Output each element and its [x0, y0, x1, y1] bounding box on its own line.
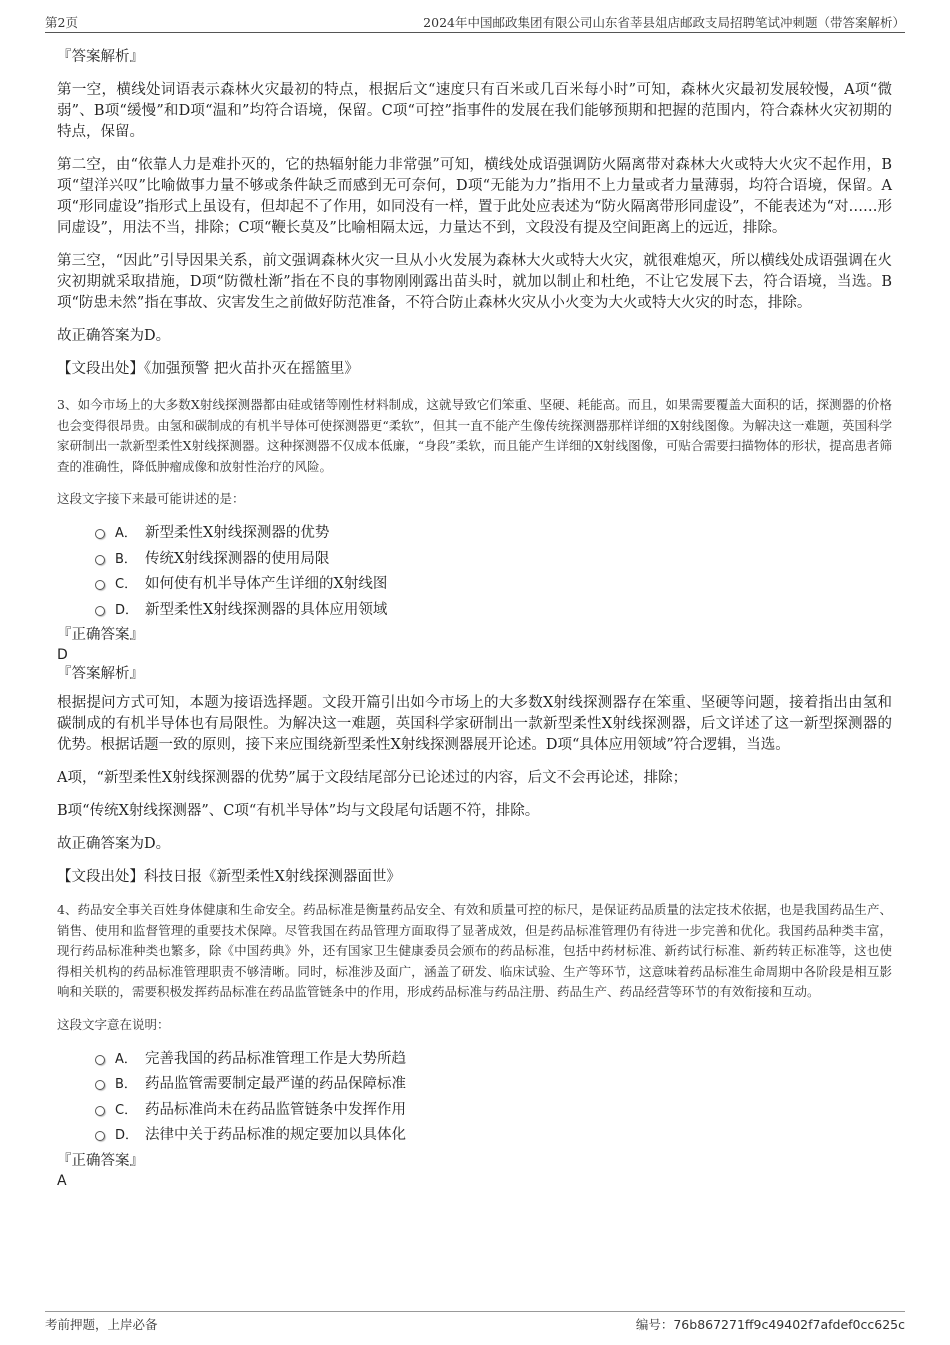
question-4 [57, 900, 892, 1190]
source-citation: 【文段出处】科技日报《新型柔性X射线探测器面世》 [57, 869, 401, 885]
option-letter: B． [115, 1077, 137, 1092]
document-title: 2024年中国邮政集团有限公司山东省莘县俎店邮政支局招聘笔试冲刺题（带答案解析） [423, 15, 905, 30]
analysis-paragraph: 第三空，“因此”引导因果关系，前文强调森林火灾一旦从小火发展为森林大火或特大火灾，就很难熄灭，所以横线处成语强调在火灾初期就采取措施，D项“防微杜渐”指在不良的事物刚刚露出苗头时，就加以制止和杜绝，不让它发展下去，符合语境，当选。B项“防患未然”指在事故、灾害发生之前做好防范准备，不符合防止森林火灾从小火变为大火或特大火灾的时态，排除。 [57, 253, 892, 311]
option-c[interactable] [95, 572, 892, 598]
option-letter: D． [115, 1128, 139, 1143]
document-body [57, 47, 892, 1190]
analysis-label: 『答案解析』 [57, 666, 144, 682]
final-answer: 故正确答案为D。 [57, 328, 171, 344]
radio-icon[interactable] [95, 1055, 105, 1065]
radio-icon[interactable] [95, 606, 105, 616]
question-3 [57, 395, 892, 888]
question-prompt: 这段文字意在说明： [57, 1016, 170, 1032]
page-header [45, 10, 905, 33]
option-a[interactable] [95, 521, 892, 547]
correct-answer-label: 『正确答案』 [57, 627, 144, 643]
option-b[interactable] [95, 1072, 892, 1098]
correct-answer: A [57, 1172, 67, 1189]
analysis-paragraph: 第二空，由“依靠人力是难扑灭的，它的热辐射能力非常强”可知，横线处成语强调防火隔离带对森林大火或特大火灾不起作用，B项“望洋兴叹”比喻做事力量不够或条件缺乏而感到无可奈何，D项“无能为力”指用不上力量或者力量薄弱，均符合语境，保留。A项“形同虚设”指形式上虽设有，但却起不了作用，如同没有一样，置于此处应表述为“防火隔离带形同虚设”，不能表述为“对……形同虚设”，用法不当，排除；C项“鞭长莫及”比喻相隔太远，力量达不到，文段没有提及空间距离上的远近，排除。 [57, 157, 892, 236]
option-c[interactable] [95, 1098, 892, 1124]
option-text: 完善我国的药品标准管理工作是大势所趋 [145, 1050, 406, 1067]
radio-icon[interactable] [95, 1080, 105, 1090]
option-text: 药品监管需要制定最严谨的药品保障标准 [145, 1076, 406, 1092]
code-label: 编号： [635, 1317, 674, 1332]
page-number: 第2页 [45, 15, 78, 30]
code-value: 76b867271ff9c49402f7afdef0cc625c [673, 1317, 905, 1332]
option-text: 如何使有机半导体产生详细的X射线图 [145, 576, 388, 592]
analysis-paragraph: 第一空，横线处词语表示森林火灾最初的特点，根据后文“速度只有百米或几百米每小时”可知，森林火灾最初发展较慢，A项“微弱”、B项“缓慢”和D项“温和”均符合语境，保留。C项“可控”指事件的发展在我们能够预期和把握的范围内，符合森林火灾初期的特点，保留。 [57, 82, 892, 140]
correct-answer-label: 『正确答案』 [57, 1152, 144, 1169]
final-answer: 故正确答案为D。 [57, 836, 171, 852]
analysis-paragraph: B项“传统X射线探测器”、C项“有机半导体”均与文段尾句话题不符，排除。 [57, 803, 540, 819]
document-code [636, 1315, 905, 1333]
question-stem: 4、药品安全事关百姓身体健康和生命安全。药品标准是衡量药品安全、有效和质量可控的标尺，是保证药品质量的法定技术依据，也是我国药品生产、销售、使用和监督管理的重要技术保障。尽管我国在药品管理方面取得了显著成效，但是药品标准管理仍有待进一步完善和优化。我国药品种类丰富，现行药品标准种类也繁多，除《中国药典》外，还有国家卫生健康委员会颁布的药品标准，包括中药材标准、新药试行标准、新药转正标准等，这也使得相关机构的药品标准管理职责不够清晰。同时，标准涉及面广，涵盖了研发、临床试验、生产等环节，这意味着药品标准生命周期中各阶段是相互影响和关联的，需要积极发挥药品标准在药品监管链条中的作用，形成药品标准与药品注册、药品生产、药品经营等环节的有效衔接和互动。 [57, 902, 892, 999]
option-list [57, 521, 892, 623]
analysis-paragraph: A项，“新型柔性X射线探测器的优势”属于文段结尾部分已论述过的内容，后文不会再论述，排除； [57, 770, 688, 786]
option-letter: A． [115, 1051, 137, 1067]
option-letter: A． [115, 526, 137, 541]
option-text: 新型柔性X射线探测器的优势 [145, 525, 330, 541]
analysis-label: 『答案解析』 [57, 49, 144, 65]
radio-icon[interactable] [95, 529, 105, 539]
question-prompt: 这段文字接下来最可能讲述的是： [57, 491, 245, 506]
radio-icon[interactable] [95, 1131, 105, 1141]
radio-icon[interactable] [95, 580, 105, 590]
correct-answer: D [57, 647, 68, 663]
option-b[interactable] [95, 547, 892, 573]
analysis-paragraph: 根据提问方式可知，本题为接语选择题。文段开篇引出如今市场上的大多数X射线探测器存在笨重、坚硬等问题，接着指出由氢和碳制成的有机半导体也有局限性。为解决这一难题，英国科学家研制出一款新型柔性X射线探测器，后文详述了这一新型探测器的优势。根据话题一致的原则，接下来应围绕新型柔性X射线探测器展开论述。D项“具体应用领域”符合逻辑，当选。 [57, 695, 892, 753]
option-letter: C． [115, 577, 138, 592]
option-letter: C． [115, 1102, 138, 1118]
question-stem: 3、如今市场上的大多数X射线探测器都由硅或锗等刚性材料制成，这就导致它们笨重、坚硬、耗能高。而且，如果需要覆盖大面积的话，探测器的价格也会变得很昂贵。由氢和碳制成的有机半导体可使探测器更“柔软”，但其一直不能产生像传统探测器那样详细的X射线图像。为解决这一难题，英国科学家研制出一款新型柔性X射线探测器。这种探测器不仅成本低廉，“身段”柔软，而且能产生详细的X射线图像，可贴合需要扫描物体的形状，提高患者筛查的准确性，降低肿瘤成像和放射性治疗的风险。 [57, 397, 892, 474]
option-text: 新型柔性X射线探测器的具体应用领域 [145, 601, 388, 618]
option-text: 传统X射线探测器的使用局限 [145, 550, 330, 567]
option-text: 法律中关于药品标准的规定要加以具体化 [145, 1127, 406, 1143]
option-d[interactable] [95, 598, 892, 624]
option-a[interactable] [95, 1047, 892, 1073]
footer-slogan: 考前押题，上岸必备 [45, 1317, 158, 1332]
page-footer [45, 1311, 905, 1336]
question-2-analysis [57, 47, 892, 380]
option-list [57, 1047, 892, 1149]
option-letter: B． [115, 551, 137, 567]
source-citation: 【文段出处】《加强预警 把火苗扑灭在摇篮里》 [57, 361, 359, 377]
option-d[interactable] [95, 1123, 892, 1149]
option-text: 药品标准尚未在药品监管链条中发挥作用 [145, 1101, 406, 1118]
radio-icon[interactable] [95, 1106, 105, 1116]
radio-icon[interactable] [95, 555, 105, 565]
option-letter: D． [115, 602, 139, 618]
